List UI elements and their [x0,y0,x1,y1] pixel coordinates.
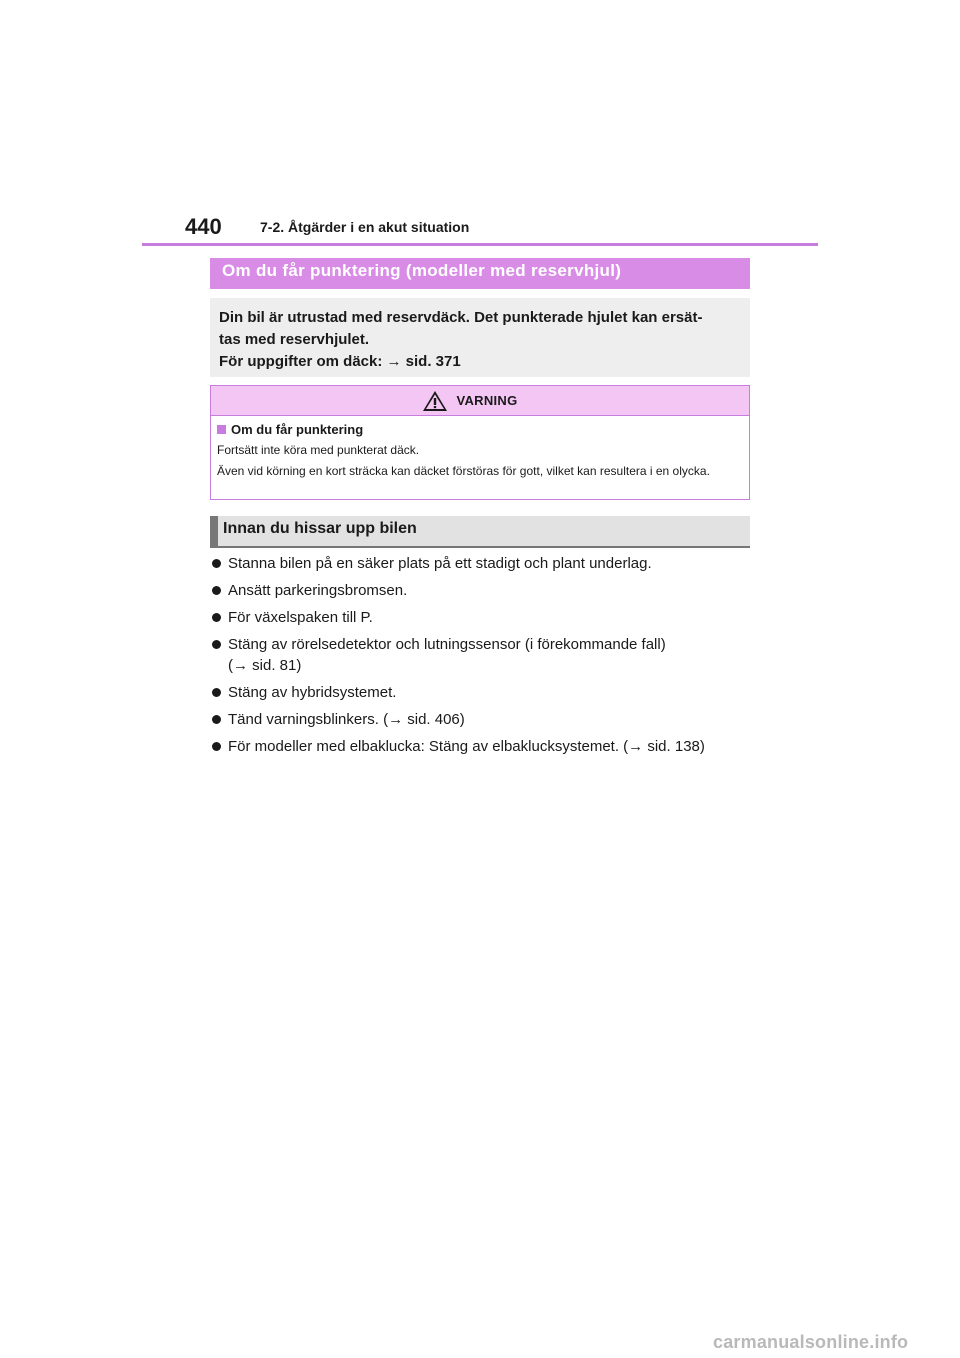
section-label: 7-2. Åtgärder i en akut situation [260,219,470,235]
jack-steps-list [210,553,770,763]
list-item-text: För modeller med elbaklucka: Stäng av elbaklucksystemet. (→ sid. 138) [228,738,705,755]
bullet-dot-icon [212,559,221,568]
list-item-text: Stäng av rörelsedetektor och lutningssensor (i förekommande fall) (→ sid. 81) [228,636,666,674]
list-item [210,607,770,628]
bullet-dot-icon [212,640,221,649]
intro-line-2: tas med reservhjulet. [219,331,370,348]
bullet-dot-icon [212,586,221,595]
list-item [210,634,770,676]
warning-body [211,416,749,479]
list-item [210,736,770,757]
warning-subheading [217,422,743,437]
bullet-dot-icon [212,688,221,697]
square-bullet-icon [217,425,226,434]
bullet-dot-icon [212,613,221,622]
intro-line-1: Din bil är utrustad med reservdäck. Det punkterade hjulet kan ersät- [219,309,703,326]
warning-label: VARNING [456,393,518,408]
warning-subheading-text: Om du får punktering [231,422,364,437]
page-number: 440 [185,214,222,239]
list-item-text: Stäng av hybridsystemet. [228,684,397,701]
list-item-text: Tänd varningsblinkers. (→ sid. 406) [228,711,465,728]
jack-section-title: Innan du hissar upp bilen [210,516,750,548]
bullet-dot-icon [212,715,221,724]
warning-box [210,385,750,500]
warning-text-2: Även vid körning en kort sträcka kan däcket förstöras för gott, vilket kan resultera i en olycka. [217,464,710,478]
flat-tire-title: Om du får punktering (modeller med reservhjul) [210,258,750,289]
list-item [210,682,770,703]
list-item [210,580,770,601]
list-item-text: För växelspaken till P. [228,609,373,626]
warning-text-1: Fortsätt inte köra med punkterat däck. [217,443,420,457]
intro-box [210,298,750,377]
warning-triangle-icon [422,390,448,412]
list-item [210,709,770,730]
watermark: carmanualsonline.info [713,1332,909,1352]
header-rule [142,243,818,246]
bullet-dot-icon [212,742,221,751]
list-item-text: Ansätt parkeringsbromsen. [228,582,408,599]
list-item [210,553,770,574]
warning-header [211,386,749,416]
list-item-text: Stanna bilen på en säker plats på ett stadigt och plant underlag. [228,555,652,572]
intro-line-3: För uppgifter om däck: → sid. 371 [219,353,461,370]
